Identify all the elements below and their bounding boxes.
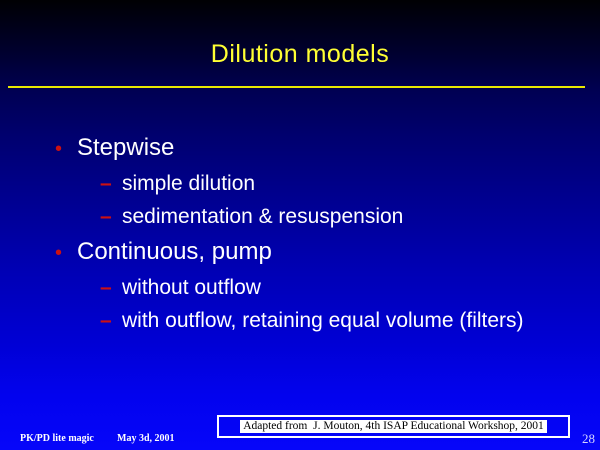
title-rule: [8, 86, 585, 88]
bullet-list: [55, 130, 575, 342]
page-number: 28: [582, 431, 595, 446]
dash-bullet-icon: –: [100, 205, 112, 228]
bullet-dot-icon: •: [55, 138, 63, 160]
bullet-item-label: Continuous, pump: [77, 238, 272, 265]
bullet-item-level1: [55, 134, 575, 163]
bullet-item-label: with outflow, retaining equal volume (filters): [122, 309, 524, 332]
bullet-item-level2: [100, 276, 575, 300]
bullet-item-label: sedimentation & resuspension: [122, 205, 404, 228]
slide-title: Dilution models: [210, 40, 390, 68]
bullet-item-level2: [100, 309, 575, 333]
dash-bullet-icon: –: [100, 172, 112, 195]
bullet-item-label: without outflow: [122, 276, 261, 299]
dash-bullet-icon: –: [100, 276, 112, 299]
dash-bullet-icon: –: [100, 309, 112, 332]
bullet-item-label: simple dilution: [122, 172, 256, 195]
bullet-item-level2: [100, 205, 575, 229]
bullet-item-label: Stepwise: [77, 134, 175, 161]
bullet-item-level1: [55, 238, 575, 267]
attribution-text: Adapted from J. Mouton, 4th ISAP Educational Workshop, 2001: [240, 420, 547, 433]
attribution-box: [217, 415, 570, 438]
footer-date: May 3d, 2001: [117, 433, 175, 444]
bullet-item-level2: [100, 172, 575, 196]
footer-credit: PK/PD lite magic: [20, 433, 94, 444]
bullet-dot-icon: •: [55, 242, 63, 264]
